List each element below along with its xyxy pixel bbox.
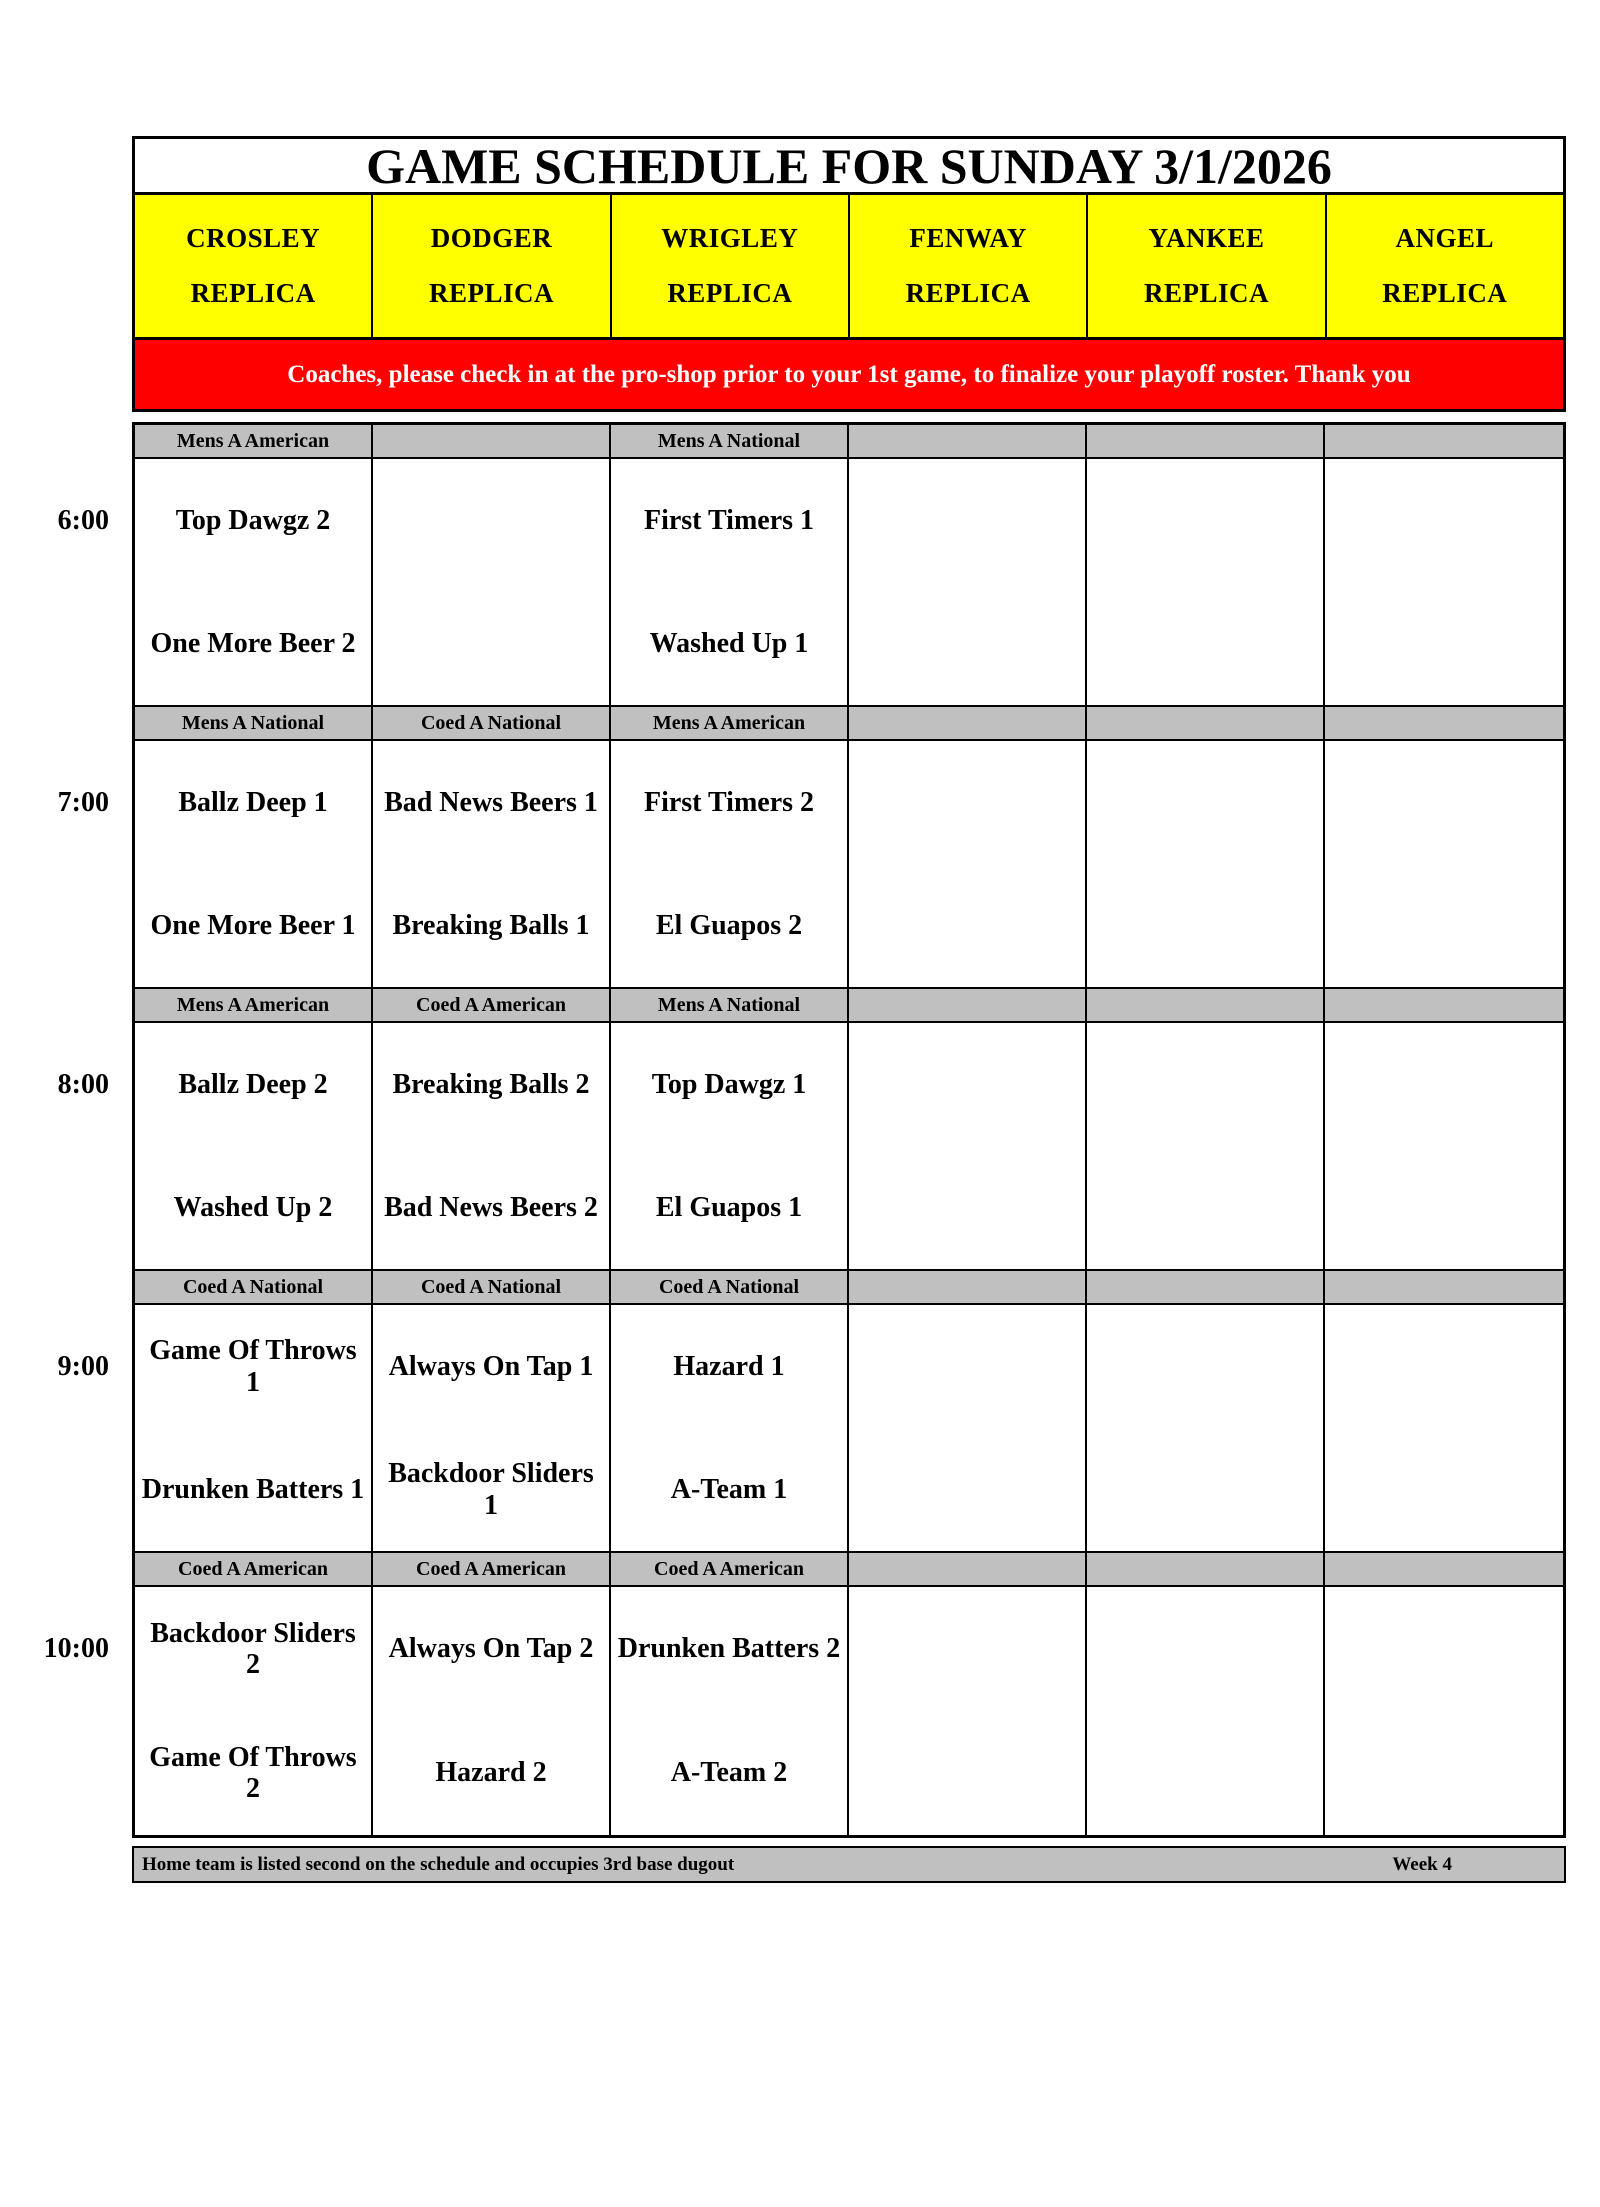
away-team-name: Top Dawgz 1 bbox=[651, 1068, 807, 1100]
game-cell bbox=[373, 459, 611, 707]
home-team-name bbox=[1093, 864, 1317, 987]
division-row bbox=[135, 1271, 1563, 1305]
home-team-name: A-Team 1 bbox=[670, 1473, 788, 1505]
home-team-name: Bad News Beers 2 bbox=[384, 1191, 598, 1223]
away-team-name: First Timers 2 bbox=[643, 786, 815, 818]
game-cell bbox=[1325, 459, 1563, 707]
field-header-angel bbox=[1327, 195, 1563, 337]
game-cell bbox=[1087, 1587, 1325, 1835]
home-team-name bbox=[1331, 864, 1557, 987]
home-team-name: Washed Up 1 bbox=[649, 627, 809, 659]
game-cell bbox=[135, 1023, 373, 1271]
home-team-note: Home team is listed second on the schedule and occupies 3rd base dugout bbox=[142, 1853, 735, 1875]
division-cell: Mens A American bbox=[135, 425, 373, 459]
away-team-name bbox=[1331, 1305, 1557, 1428]
home-team-name bbox=[1331, 1146, 1557, 1269]
game-cell bbox=[611, 459, 849, 707]
division-cell: Coed A National bbox=[611, 1271, 849, 1305]
field-header-dodger bbox=[373, 195, 611, 337]
away-team-name: Drunken Batters 2 bbox=[617, 1633, 841, 1665]
division-cell bbox=[849, 425, 1087, 459]
division-cell: Coed A National bbox=[135, 1271, 373, 1305]
away-team-name: Backdoor Sliders 2 bbox=[150, 1617, 356, 1680]
game-cell bbox=[373, 1587, 611, 1835]
division-row bbox=[135, 989, 1563, 1023]
division-cell bbox=[1325, 707, 1563, 741]
schedule-header-block bbox=[132, 136, 1566, 412]
division-cell bbox=[1325, 425, 1563, 459]
home-team-name: Washed Up 2 bbox=[173, 1191, 333, 1223]
games-row bbox=[135, 1587, 1563, 1835]
home-team-name: Game Of Throws 2 bbox=[149, 1741, 357, 1804]
away-team-name bbox=[855, 459, 1079, 582]
division-cell: Mens A National bbox=[135, 707, 373, 741]
division-cell: Coed A American bbox=[135, 1553, 373, 1587]
games-row bbox=[135, 1023, 1563, 1271]
field-header-wrigley bbox=[612, 195, 850, 337]
division-cell bbox=[1325, 989, 1563, 1023]
field-header-row bbox=[135, 195, 1563, 340]
away-team-name: First Timers 1 bbox=[643, 504, 815, 536]
division-cell bbox=[849, 707, 1087, 741]
division-cell bbox=[849, 1271, 1087, 1305]
home-team-name: Hazard 2 bbox=[435, 1757, 547, 1789]
pro-shop-notice: Coaches, please check in at the pro-shop prior to your 1st game, to finalize your playoff roster. Thank you bbox=[135, 340, 1563, 409]
home-team-name: One More Beer 2 bbox=[150, 627, 356, 659]
footer-bar bbox=[132, 1846, 1566, 1883]
game-schedule-page bbox=[43, 136, 1566, 1883]
division-cell bbox=[1087, 707, 1325, 741]
division-cell bbox=[849, 989, 1087, 1023]
away-team-name bbox=[1093, 1023, 1317, 1146]
away-team-name: Ballz Deep 2 bbox=[178, 1068, 328, 1100]
time-slot-600 bbox=[57, 425, 1563, 707]
home-team-name: Drunken Batters 1 bbox=[141, 1473, 365, 1505]
away-team-name bbox=[379, 459, 603, 582]
home-team-name bbox=[1331, 1711, 1557, 1835]
division-cell: Mens A American bbox=[135, 989, 373, 1023]
away-team-name bbox=[1331, 741, 1557, 864]
field-subname: REPLICA bbox=[428, 278, 554, 308]
away-team-name: Top Dawgz 2 bbox=[175, 504, 331, 536]
game-cell bbox=[611, 1587, 849, 1835]
game-cell bbox=[1325, 1587, 1563, 1835]
away-team-name bbox=[1331, 1587, 1557, 1711]
home-team-name bbox=[1093, 1711, 1317, 1835]
away-team-name bbox=[855, 1587, 1079, 1711]
game-cell bbox=[611, 1305, 849, 1553]
game-cell bbox=[611, 1023, 849, 1271]
home-team-name bbox=[855, 1146, 1079, 1269]
division-cell: Coed A American bbox=[373, 1553, 611, 1587]
game-cell bbox=[849, 741, 1087, 989]
field-subname: REPLICA bbox=[190, 278, 316, 308]
home-team-name: Backdoor Sliders 1 bbox=[388, 1458, 594, 1521]
division-cell bbox=[373, 425, 611, 459]
field-name: CROSLEY bbox=[186, 223, 321, 253]
division-row bbox=[135, 1553, 1563, 1587]
division-cell: Coed A American bbox=[611, 1553, 849, 1587]
field-header-yankee bbox=[1088, 195, 1326, 337]
game-cell bbox=[849, 1023, 1087, 1271]
home-team-name bbox=[379, 582, 603, 705]
field-name: WRIGLEY bbox=[661, 223, 799, 253]
division-cell bbox=[849, 1553, 1087, 1587]
game-cell bbox=[849, 1305, 1087, 1553]
time-slot-800 bbox=[57, 989, 1563, 1271]
time-label: 7:00 bbox=[57, 787, 109, 818]
game-cell bbox=[849, 1587, 1087, 1835]
game-cell bbox=[1087, 741, 1325, 989]
game-cell bbox=[1325, 741, 1563, 989]
division-cell: Coed A American bbox=[373, 989, 611, 1023]
game-cell bbox=[373, 1023, 611, 1271]
field-name: ANGEL bbox=[1395, 223, 1495, 253]
division-cell bbox=[1087, 1271, 1325, 1305]
home-team-name bbox=[1093, 582, 1317, 705]
home-team-name bbox=[1331, 582, 1557, 705]
away-team-name: Breaking Balls 2 bbox=[392, 1068, 590, 1100]
home-team-name bbox=[855, 1711, 1079, 1835]
division-cell: Coed A National bbox=[373, 707, 611, 741]
division-cell bbox=[1087, 989, 1325, 1023]
game-cell bbox=[135, 741, 373, 989]
home-team-name bbox=[1331, 1428, 1557, 1551]
time-label: 9:00 bbox=[57, 1351, 109, 1382]
field-subname: REPLICA bbox=[1143, 278, 1269, 308]
home-team-name bbox=[1093, 1428, 1317, 1551]
division-cell: Mens A National bbox=[611, 425, 849, 459]
game-cell bbox=[1087, 459, 1325, 707]
home-team-name: Breaking Balls 1 bbox=[392, 909, 590, 941]
away-team-name bbox=[1331, 1023, 1557, 1146]
away-team-name bbox=[855, 1305, 1079, 1428]
division-row bbox=[135, 425, 1563, 459]
home-team-name: El Guapos 2 bbox=[655, 909, 803, 941]
week-label: Week 4 bbox=[1392, 1853, 1452, 1875]
time-label: 8:00 bbox=[57, 1069, 109, 1100]
time-label: 6:00 bbox=[57, 505, 109, 536]
time-slot-1000 bbox=[43, 1553, 1563, 1835]
field-name: FENWAY bbox=[909, 223, 1027, 253]
field-header-crosley bbox=[135, 195, 373, 337]
away-team-name: Ballz Deep 1 bbox=[178, 786, 328, 818]
home-team-name: A-Team 2 bbox=[670, 1757, 788, 1789]
games-row bbox=[135, 1305, 1563, 1553]
division-cell bbox=[1087, 425, 1325, 459]
game-cell bbox=[611, 741, 849, 989]
time-label: 10:00 bbox=[43, 1633, 109, 1664]
game-cell bbox=[373, 1305, 611, 1553]
division-row bbox=[135, 707, 1563, 741]
division-cell bbox=[1325, 1553, 1563, 1587]
game-cell bbox=[135, 1305, 373, 1553]
home-team-name: El Guapos 1 bbox=[655, 1191, 803, 1223]
field-subname: REPLICA bbox=[667, 278, 793, 308]
away-team-name bbox=[1093, 1587, 1317, 1711]
division-cell: Mens A National bbox=[611, 989, 849, 1023]
division-cell bbox=[1087, 1553, 1325, 1587]
away-team-name: Always On Tap 1 bbox=[388, 1350, 594, 1382]
game-cell bbox=[1325, 1023, 1563, 1271]
away-team-name: Hazard 1 bbox=[673, 1350, 785, 1382]
away-team-name bbox=[1331, 459, 1557, 582]
field-subname: REPLICA bbox=[1382, 278, 1508, 308]
games-row bbox=[135, 459, 1563, 707]
game-cell bbox=[1325, 1305, 1563, 1553]
away-team-name bbox=[1093, 741, 1317, 864]
game-cell bbox=[1087, 1023, 1325, 1271]
away-team-name bbox=[1093, 459, 1317, 582]
home-team-name bbox=[855, 1428, 1079, 1551]
game-cell bbox=[373, 741, 611, 989]
division-cell: Mens A American bbox=[611, 707, 849, 741]
home-team-name bbox=[855, 582, 1079, 705]
game-cell bbox=[849, 459, 1087, 707]
away-team-name bbox=[855, 1023, 1079, 1146]
home-team-name bbox=[855, 864, 1079, 987]
away-team-name: Always On Tap 2 bbox=[388, 1633, 594, 1665]
time-slot-900 bbox=[57, 1271, 1563, 1553]
games-row bbox=[135, 741, 1563, 989]
time-slot-700 bbox=[57, 707, 1563, 989]
game-cell bbox=[135, 1587, 373, 1835]
game-cell bbox=[1087, 1305, 1325, 1553]
home-team-name: One More Beer 1 bbox=[150, 909, 356, 941]
schedule-title: GAME SCHEDULE FOR SUNDAY 3/1/2026 bbox=[135, 139, 1563, 195]
schedule-grid bbox=[43, 422, 1566, 1838]
away-team-name: Game Of Throws 1 bbox=[149, 1335, 357, 1398]
away-team-name: Bad News Beers 1 bbox=[384, 786, 598, 818]
field-name: YANKEE bbox=[1148, 223, 1265, 253]
field-header-fenway bbox=[850, 195, 1088, 337]
division-cell bbox=[1325, 1271, 1563, 1305]
home-team-name bbox=[1093, 1146, 1317, 1269]
away-team-name bbox=[1093, 1305, 1317, 1428]
game-cell bbox=[135, 459, 373, 707]
division-cell: Coed A National bbox=[373, 1271, 611, 1305]
field-subname: REPLICA bbox=[905, 278, 1031, 308]
field-name: DODGER bbox=[430, 223, 553, 253]
away-team-name bbox=[855, 741, 1079, 864]
